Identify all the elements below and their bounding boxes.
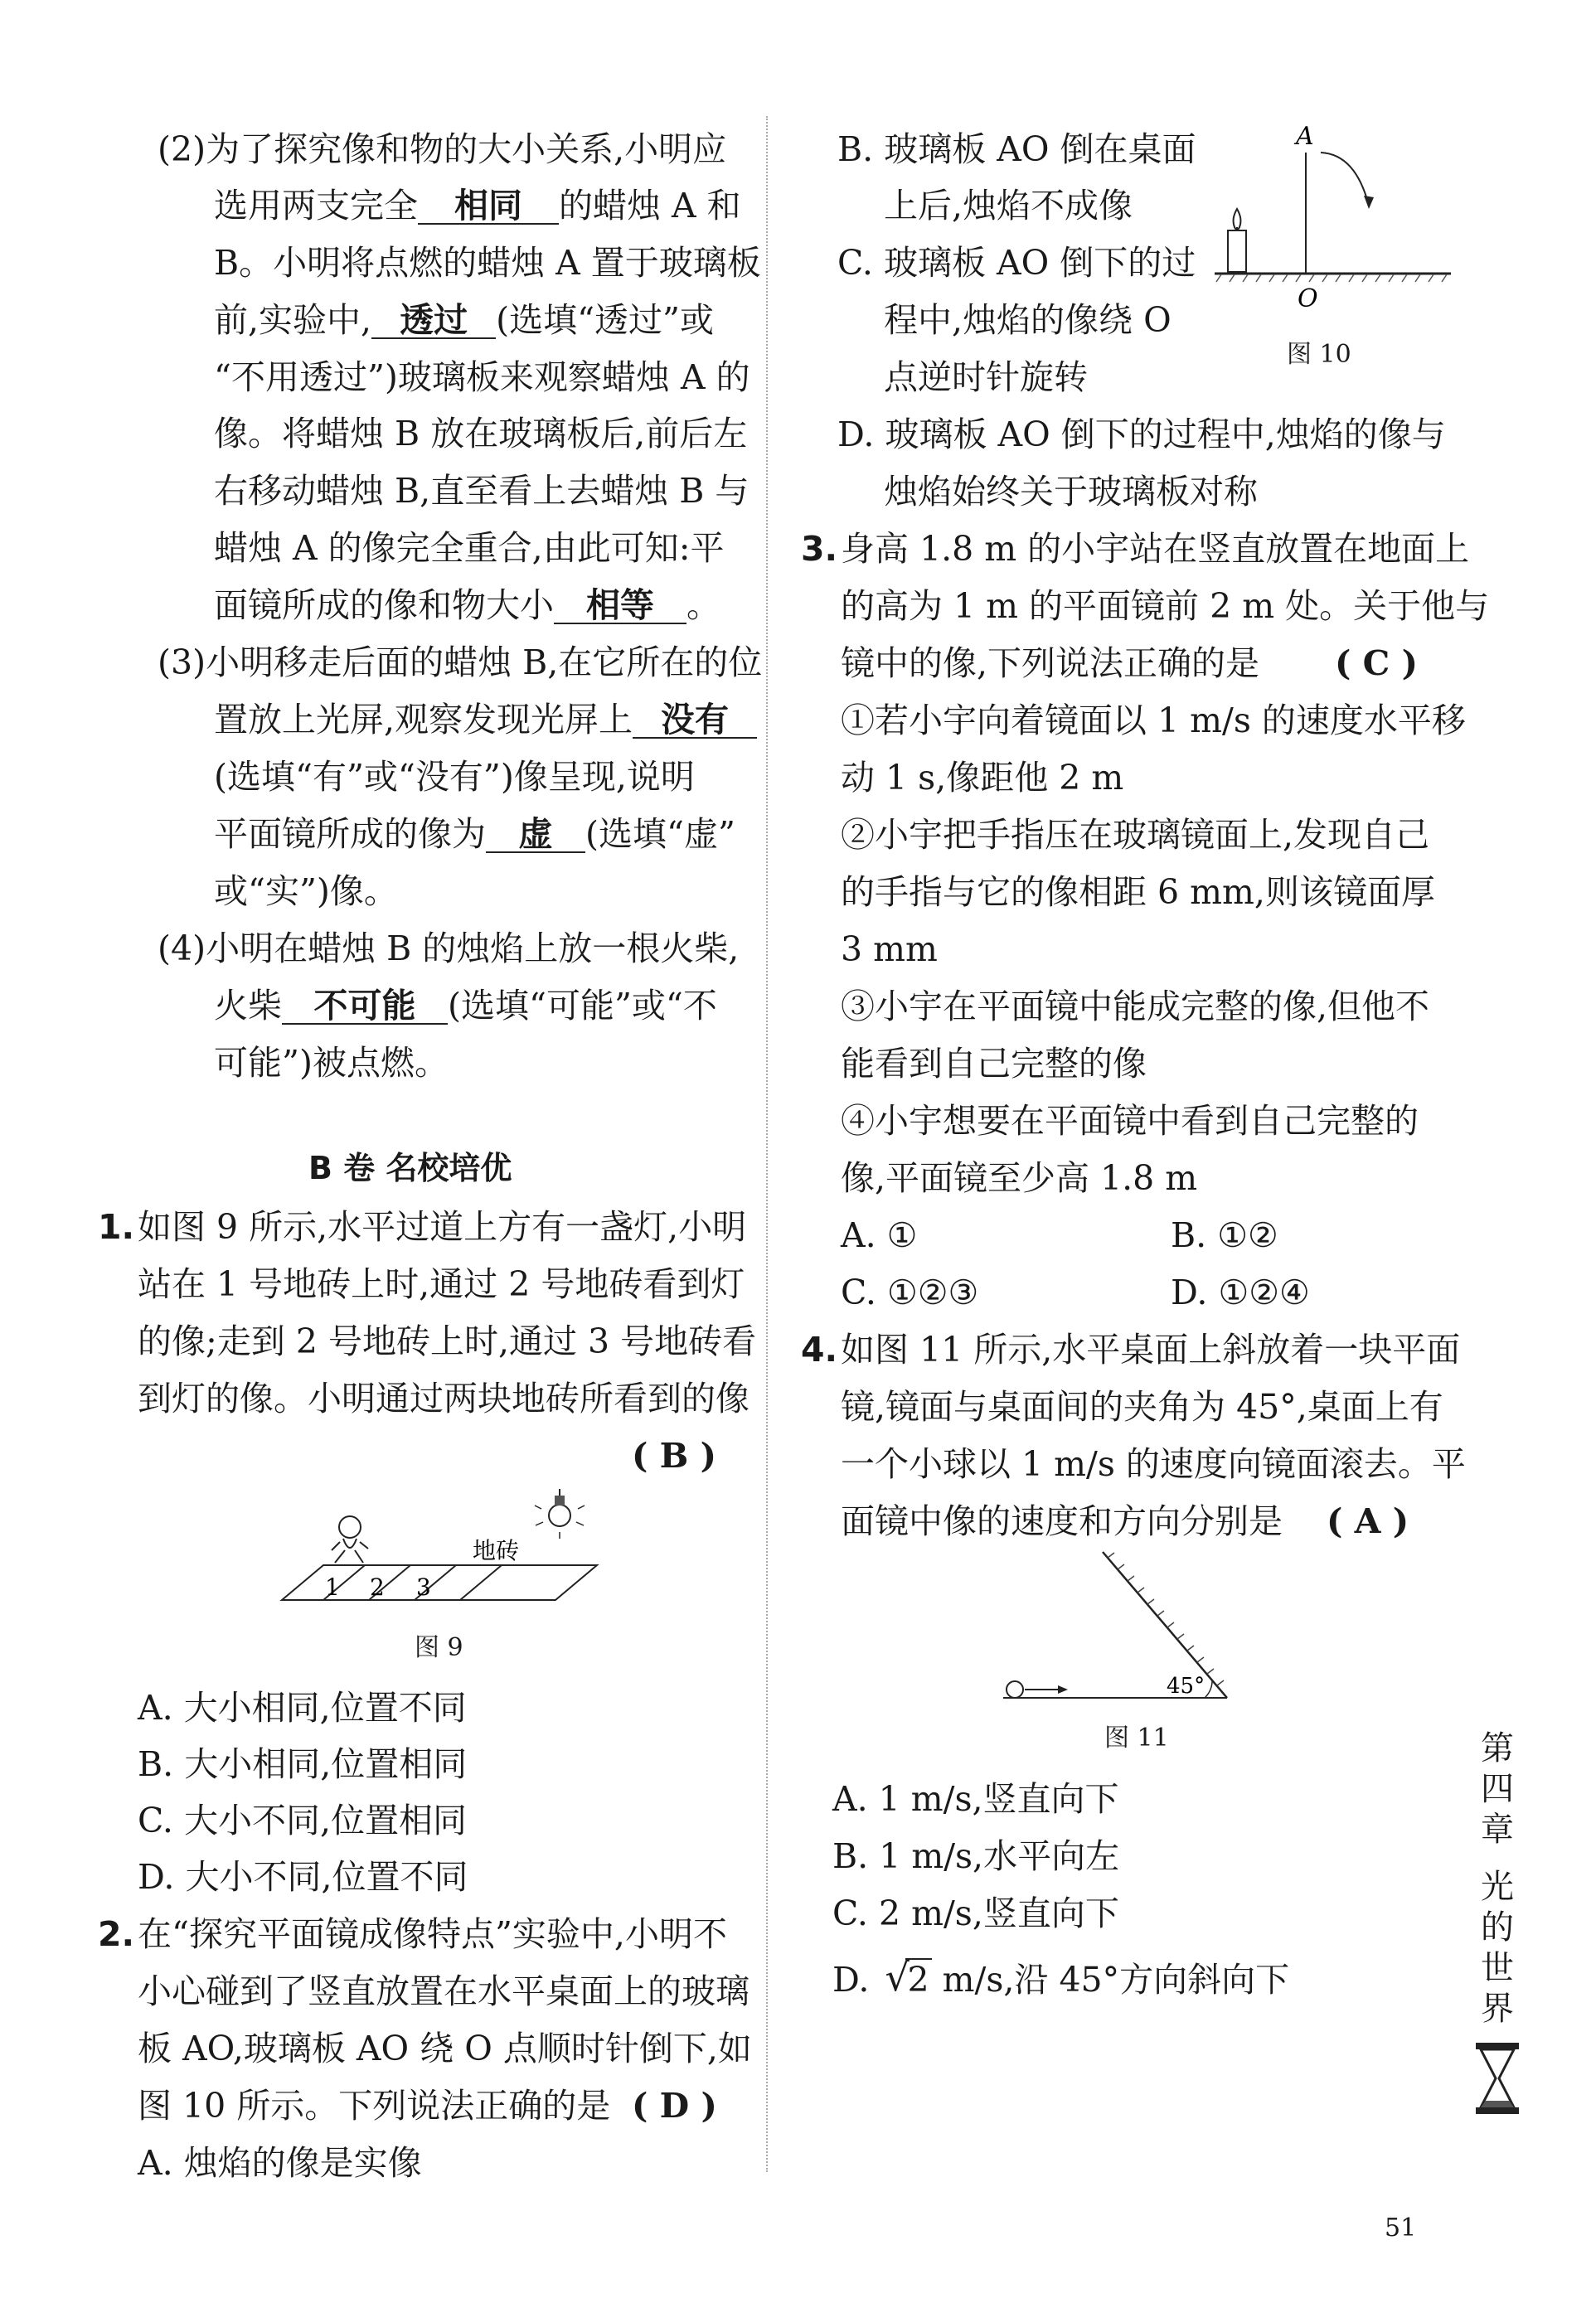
- q1-line4: 到灯的像。小明通过两块地砖所看到的像: [138, 1379, 749, 1418]
- q3-statement1-line2: 动 1 s,像距他 2 m: [841, 758, 1124, 798]
- q2-option-c-line1: C. 玻璃板 AO 倒下的过: [837, 243, 1196, 283]
- page-number: 51: [1385, 2213, 1417, 2243]
- q-part4-line3: 可能”)被点燃。: [214, 1043, 449, 1083]
- q3-option-a: A. ①: [841, 1215, 918, 1255]
- q1-option-c: C. 大小不同,位置相同: [138, 1801, 468, 1840]
- q3-statement2-line1: ②小宇把手指压在玻璃镜面上,发现自己: [841, 815, 1430, 855]
- q1-number: 1.: [98, 1207, 135, 1247]
- q4-line4: 面镜中像的速度和方向分别是: [841, 1501, 1283, 1541]
- q3-number: 3.: [801, 529, 838, 569]
- q1-option-a: A. 大小相同,位置不同: [138, 1688, 467, 1728]
- q-part2-line4: 前,实验中, 透过 (选填“透过”或: [214, 300, 714, 340]
- q-part2-line3: B。小明将点燃的蜡烛 A 置于玻璃板: [214, 243, 761, 283]
- q1-option-b: B. 大小相同,位置相同: [138, 1744, 468, 1784]
- answer-blank: 相等: [554, 589, 686, 624]
- hourglass-icon: [1474, 2041, 1521, 2116]
- column-divider: [766, 116, 768, 2172]
- q4-option-a: A. 1 m/s,竖直向下: [832, 1779, 1119, 1819]
- sqrt-expression: √ 2: [885, 1963, 932, 1997]
- q3-statement2-line3: 3 mm: [841, 929, 938, 969]
- q-part3-line3: (选填“有”或“没有”)像呈现,说明: [214, 757, 695, 797]
- q-part2-line9: 面镜所成的像和物大小 相等 。: [214, 585, 720, 625]
- q3-option-d: D. ①②④: [1171, 1273, 1310, 1312]
- floor-tile-label: 地砖: [473, 1537, 520, 1564]
- q-part3-line1: (3)小明移走后面的蜡烛 B,在它所在的位: [158, 642, 763, 682]
- q-part2-line6: 像。将蜡烛 B 放在玻璃板后,前后左: [214, 414, 748, 453]
- candle-icon: [1228, 209, 1246, 272]
- q4-line2: 镜,镜面与桌面间的夹角为 45°,桌面上有: [841, 1387, 1443, 1427]
- q3-line3: 镜中的像,下列说法正确的是: [841, 643, 1260, 683]
- tile-label-1: 1: [325, 1573, 340, 1601]
- q-part3-line2: 置放上光屏,观察发现光屏上 没有: [214, 703, 757, 739]
- figure-9: [274, 1484, 605, 1608]
- q2-number: 2.: [98, 1914, 135, 1954]
- section-title: B 卷 名校培优: [308, 1150, 512, 1186]
- person-icon: [332, 1516, 368, 1563]
- sqrt-symbol: √: [885, 1955, 910, 2000]
- q3-answer: ( C ): [1335, 643, 1418, 683]
- q3-statement4-line1: ④小宇想要在平面镜中看到自己完整的: [841, 1101, 1419, 1141]
- q2-option-c-line2: 程中,烛焰的像绕 O: [884, 300, 1172, 340]
- chapter-number: 第 四 章: [1481, 1729, 1514, 1849]
- q1-option-d: D. 大小不同,位置不同: [138, 1857, 468, 1897]
- q3-option-b: B. ①②: [1171, 1215, 1278, 1255]
- angle-label: 45°: [1167, 1674, 1205, 1699]
- q2-line4: 图 10 所示。下列说法正确的是: [138, 2086, 611, 2126]
- q2-option-d-line2: 烛焰始终关于玻璃板对称: [884, 472, 1258, 512]
- answer-blank: 没有: [633, 703, 757, 739]
- mirror-line: [1103, 1552, 1227, 1698]
- q1-line2: 站在 1 号地砖上时,通过 2 号地砖看到灯: [138, 1264, 745, 1304]
- chapter-title: 光 的 世 界: [1481, 1868, 1514, 2028]
- figure-9-caption: 图 9: [415, 1633, 463, 1662]
- figure-10-caption: 图 10: [1287, 340, 1351, 369]
- q4-option-d: D. √ 2 m/s,沿 45°方向斜向下: [832, 1955, 1290, 2000]
- q2-option-b-line1: B. 玻璃板 AO 倒在桌面: [837, 129, 1196, 169]
- q2-option-a: A. 烛焰的像是实像: [138, 2143, 422, 2183]
- q3-line2: 的高为 1 m 的平面镜前 2 m 处。关于他与: [841, 586, 1490, 626]
- q3-statement3-line2: 能看到自己完整的像: [841, 1044, 1147, 1084]
- q4-answer: ( A ): [1327, 1501, 1409, 1541]
- q4-option-c: C. 2 m/s,竖直向下: [832, 1893, 1119, 1933]
- q2-option-b-line2: 上后,烛焰不成像: [884, 186, 1133, 225]
- q3-statement4-line2: 像,平面镜至少高 1.8 m: [841, 1158, 1198, 1198]
- q-part2-line5: “不用透过”)玻璃板来观察蜡烛 A 的: [214, 357, 750, 397]
- q-part3-line4: 平面镜所成的像为 虚 (选填“虚”: [214, 814, 735, 854]
- figure-11-caption: 图 11: [1104, 1724, 1169, 1753]
- q1-answer: ( B ): [632, 1436, 716, 1476]
- q-part4-line1: (4)小明在蜡烛 B 的烛焰上放一根火柴,: [158, 929, 740, 968]
- q-part2-line7: 右移动蜡烛 B,直至看上去蜡烛 B 与: [214, 471, 749, 511]
- q-part2-line2: 选用两支完全 相同 的蜡烛 A 和: [214, 186, 741, 225]
- q3-statement1-line1: ①若小宇向着镜面以 1 m/s 的速度水平移: [841, 701, 1466, 740]
- answer-blank: 透过: [371, 303, 496, 339]
- figure-10: [1215, 123, 1451, 313]
- q2-option-c-line3: 点逆时针旋转: [884, 357, 1088, 397]
- lamp-icon: [535, 1489, 585, 1539]
- q-part2-line1: (2)为了探究像和物的大小关系,小明应: [158, 129, 727, 169]
- q-part2-line8: 蜡烛 A 的像完全重合,由此可知:平: [214, 528, 725, 568]
- q4-number: 4.: [801, 1330, 838, 1370]
- q3-option-c: C. ①②③: [841, 1273, 979, 1312]
- q-part3-line5: 或“实”)像。: [214, 871, 398, 911]
- q4-option-b: B. 1 m/s,水平向左: [832, 1836, 1120, 1876]
- q1-line3: 的像;走到 2 号地砖上时,通过 3 号地砖看: [138, 1321, 757, 1361]
- q4-line3: 一个小球以 1 m/s 的速度向镜面滚去。平: [841, 1444, 1466, 1484]
- q2-line3: 板 AO,玻璃板 AO 绕 O 点顺时针倒下,如: [138, 2029, 752, 2068]
- q3-line1: 身高 1.8 m 的小宇站在竖直放置在地面上: [841, 529, 1470, 569]
- answer-blank: 相同: [418, 189, 559, 225]
- figure-11: [1003, 1544, 1269, 1709]
- tile-label-3: 3: [416, 1573, 431, 1601]
- tile-label-2: 2: [370, 1573, 385, 1601]
- ball-icon: [1007, 1681, 1023, 1698]
- q2-answer: ( D ): [632, 2086, 717, 2126]
- q3-statement2-line2: 的手指与它的像相距 6 mm,则该镜面厚: [841, 872, 1435, 912]
- chapter-tab: [1474, 1729, 1521, 2126]
- q2-line2: 小心碰到了竖直放置在水平桌面上的玻璃: [138, 1971, 749, 2011]
- q1-line1: 如图 9 所示,水平过道上方有一盏灯,小明: [138, 1207, 747, 1247]
- q3-statement3-line1: ③小宇在平面镜中能成完整的像,但他不: [841, 987, 1430, 1026]
- q2-option-d-line1: D. 玻璃板 AO 倒下的过程中,烛焰的像与: [837, 415, 1446, 454]
- q2-line1: 在“探究平面镜成像特点”实验中,小明不: [138, 1914, 727, 1954]
- rotation-arrow: [1321, 153, 1369, 206]
- point-a-label: A: [1296, 123, 1314, 151]
- answer-blank: 虚: [486, 817, 585, 853]
- q4-line1: 如图 11 所示,水平桌面上斜放着一块平面: [841, 1330, 1461, 1370]
- point-o-label: O: [1298, 284, 1318, 313]
- q-part4-line2: 火柴 不可能 (选填“可能”或“不: [214, 986, 717, 1026]
- answer-blank: 不可能: [282, 989, 448, 1025]
